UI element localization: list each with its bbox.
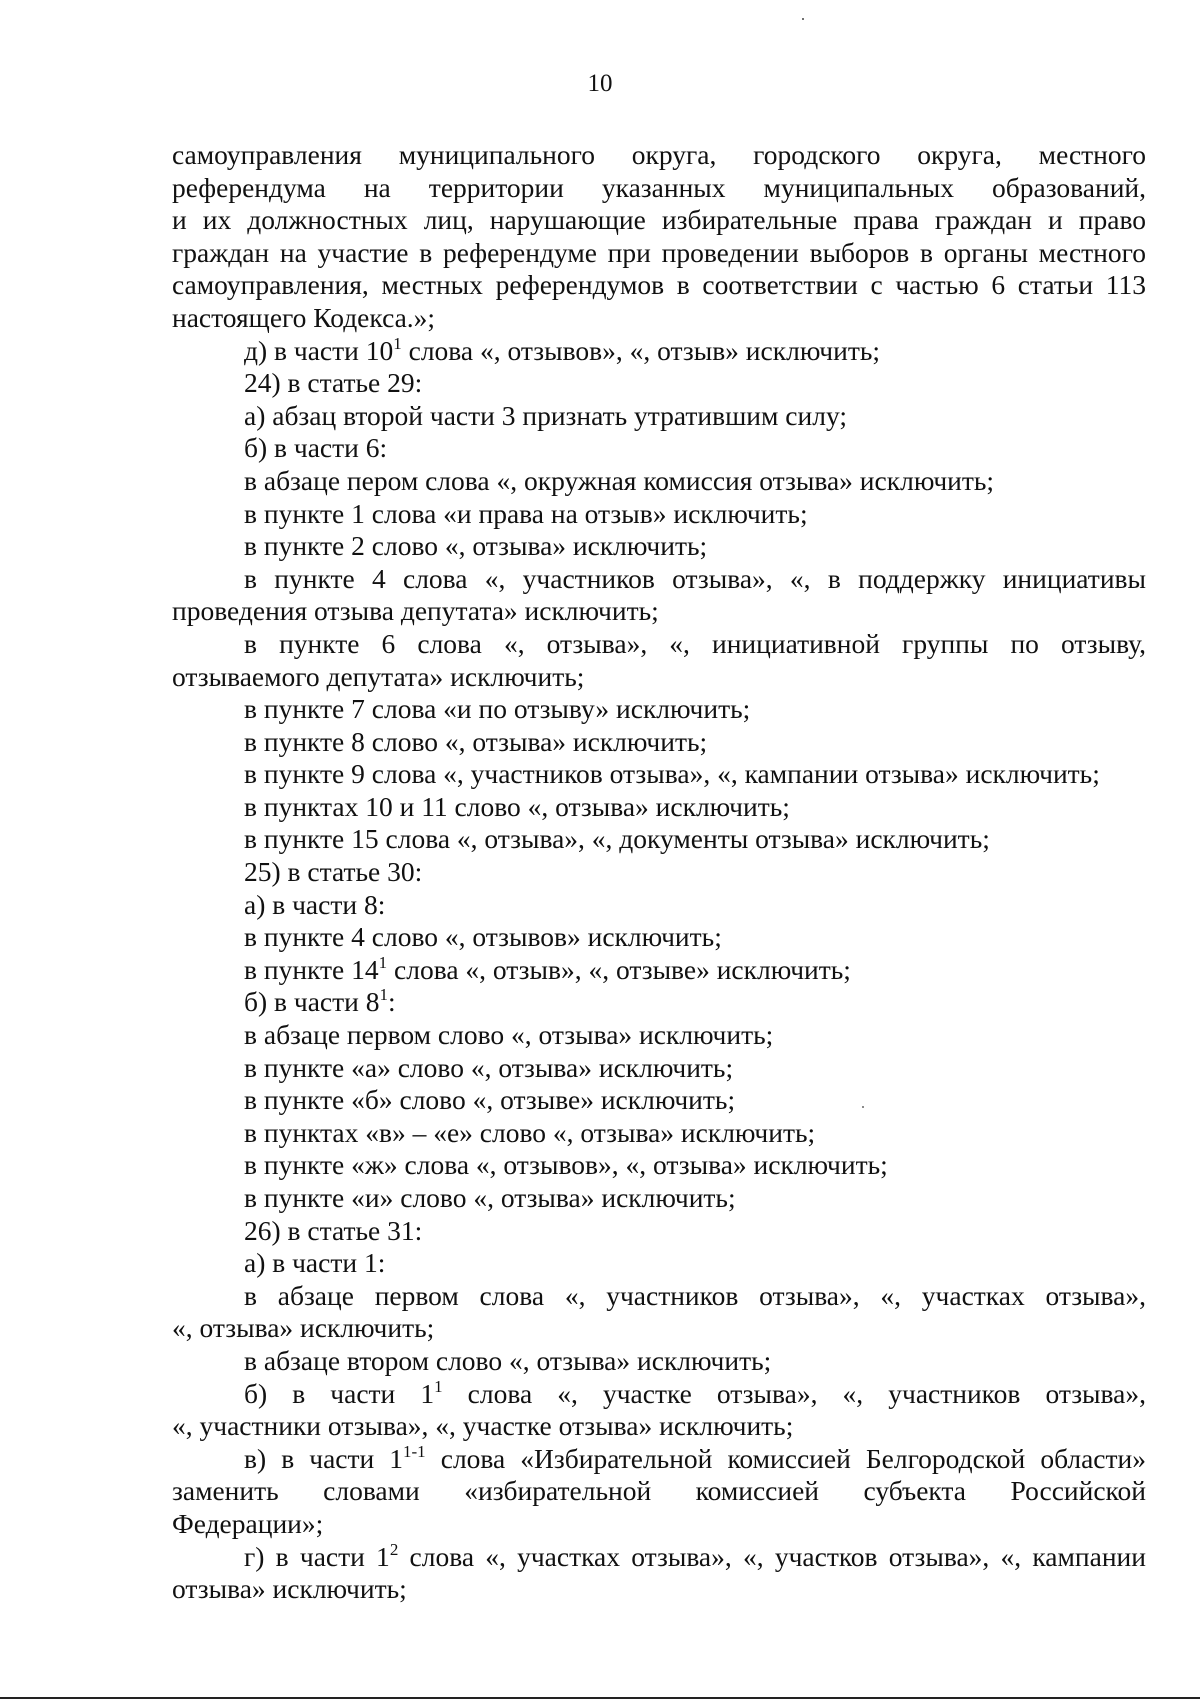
text-run: б) в части 1 — [244, 1377, 435, 1409]
text-line: Федерации»; — [172, 1507, 324, 1539]
text-line — [172, 1443, 1146, 1476]
text-line: самоуправления муниципального округа, городского округа, местного — [172, 139, 1146, 170]
superscript: 2 — [389, 1539, 399, 1559]
text-line — [172, 1541, 1146, 1574]
superscript: 1 — [393, 333, 402, 353]
scan-speck — [802, 18, 804, 20]
text-run: слова «, участке отзыва», «, участников отзыва», — [442, 1377, 1146, 1409]
paragraph-article-29: 24) в статье 29: — [244, 367, 423, 399]
paragraph — [172, 954, 1146, 987]
text-line: самоуправления, местных референдумов в соответствии с частью 6 статьи 113 — [172, 269, 1146, 301]
paragraph: в пункте 4 слово «, отзывов» исключить; — [244, 921, 722, 953]
paragraph-article-30: 25) в статье 30: — [244, 856, 423, 888]
text-run: г) в части 1 — [244, 1540, 390, 1572]
superscript: 1 — [378, 952, 388, 972]
text-line: в пункте 6 слова «, отзыва», «, инициативной группы по отзыву, — [244, 627, 1146, 659]
paragraph: в пункте 15 слова «, отзыва», «, документы отзыва» исключить; — [244, 823, 990, 855]
superscript: 1 — [434, 1376, 443, 1396]
document-body — [172, 139, 1146, 1606]
paragraph-item-d — [172, 335, 1146, 368]
paragraph — [172, 628, 1146, 693]
text-line: отзыва» исключить; — [172, 1573, 407, 1605]
text-line — [172, 1378, 1146, 1411]
text-line: «, отзыва» исключить; — [172, 1312, 435, 1344]
paragraph: в абзаце втором слово «, отзыва» исключить; — [244, 1344, 772, 1376]
text-line: референдума на территории указанных муниципальных образований, — [172, 171, 1146, 203]
paragraph: в пункте «б» слово «, отзыве» исключить; — [244, 1084, 736, 1116]
text-line: граждан на участие в референдуме при проведении выборов в органы местного — [172, 236, 1146, 268]
paragraph — [172, 986, 1146, 1019]
superscript: 1-1 — [403, 1441, 426, 1461]
text-run: слова «, отзыв», «, отзыве» исключить; — [387, 953, 851, 985]
paragraph-article-31: 26) в статье 31: — [244, 1214, 423, 1246]
scan-edge-line — [0, 1697, 1200, 1699]
text-line: в абзаце первом слова «, участников отзыва», «, участках отзыва», — [244, 1279, 1146, 1311]
page-number: 10 — [587, 70, 613, 97]
text-run: д) в части 10 — [244, 334, 394, 366]
text-run: слова «, участках отзыва», «, участков отзыва», «, кампании — [398, 1540, 1146, 1572]
text-run: : — [388, 986, 396, 1018]
paragraph: в абзаце пером слова «, окружная комиссия отзыва» исключить; — [244, 464, 995, 496]
paragraph: в пунктах «в» – «е» слово «, отзыва» исключить; — [244, 1116, 816, 1148]
text-line: проведения отзыва депутата» исключить; — [172, 595, 659, 627]
paragraph: а) абзац второй части 3 признать утратившим силу; — [244, 399, 847, 431]
paragraph: в пункте «ж» слова «, отзывов», «, отзыва» исключить; — [244, 1149, 888, 1181]
paragraph: а) в части 1: — [244, 1247, 386, 1279]
text-line: настоящего Кодекса.»; — [172, 301, 436, 333]
text-line: и их должностных лиц, нарушающие избирательные права граждан и право — [172, 204, 1146, 236]
paragraph-continuation — [172, 139, 1146, 335]
paragraph: в пункте 2 слово «, отзыва» исключить; — [244, 530, 708, 562]
paragraph: в пункте «и» слово «, отзыва» исключить; — [244, 1182, 736, 1213]
paragraph — [172, 1541, 1146, 1606]
paragraph: а) в части 8: — [244, 888, 386, 920]
paragraph — [172, 1280, 1146, 1345]
text-run: в) в части 1 — [244, 1442, 404, 1474]
text-run: слова «, отзывов», «, отзыв» исключить; — [401, 334, 881, 366]
paragraph — [172, 1378, 1146, 1443]
superscript: 1 — [379, 985, 388, 1005]
text-line: в пункте 4 слова «, участников отзыва», «, в поддержку инициативы — [244, 562, 1146, 594]
paragraph: в пункте «а» слово «, отзыва» исключить; — [244, 1051, 734, 1083]
text-run: в пункте 14 — [244, 953, 379, 985]
paragraph — [172, 1443, 1146, 1541]
text-run: слова «Избирательной комиссией Белгородской области» — [425, 1442, 1146, 1474]
paragraph: в пункте 7 слова «и по отзыву» исключить; — [244, 693, 751, 725]
text-line: «, участники отзыва», «, участке отзыва» исключить; — [172, 1410, 794, 1442]
paragraph: в пунктах 10 и 11 слово «, отзыва» исключить; — [244, 790, 790, 822]
text-run: б) в части 8 — [244, 986, 380, 1018]
text-line: заменить словами «избирательной комиссией субъекта Российской — [172, 1475, 1146, 1507]
text-line: отзываемого депутата» исключить; — [172, 660, 585, 692]
paragraph: в пункте 9 слова «, участников отзыва», «, кампании отзыва» исключить; — [244, 758, 1100, 790]
paragraph: в пункте 1 слова «и права на отзыв» исключить; — [244, 497, 808, 529]
paragraph — [172, 563, 1146, 628]
paragraph: в абзаце первом слово «, отзыва» исключить; — [244, 1019, 774, 1051]
paragraph: в пункте 8 слово «, отзыва» исключить; — [244, 725, 708, 757]
paragraph: б) в части 6: — [244, 432, 388, 464]
